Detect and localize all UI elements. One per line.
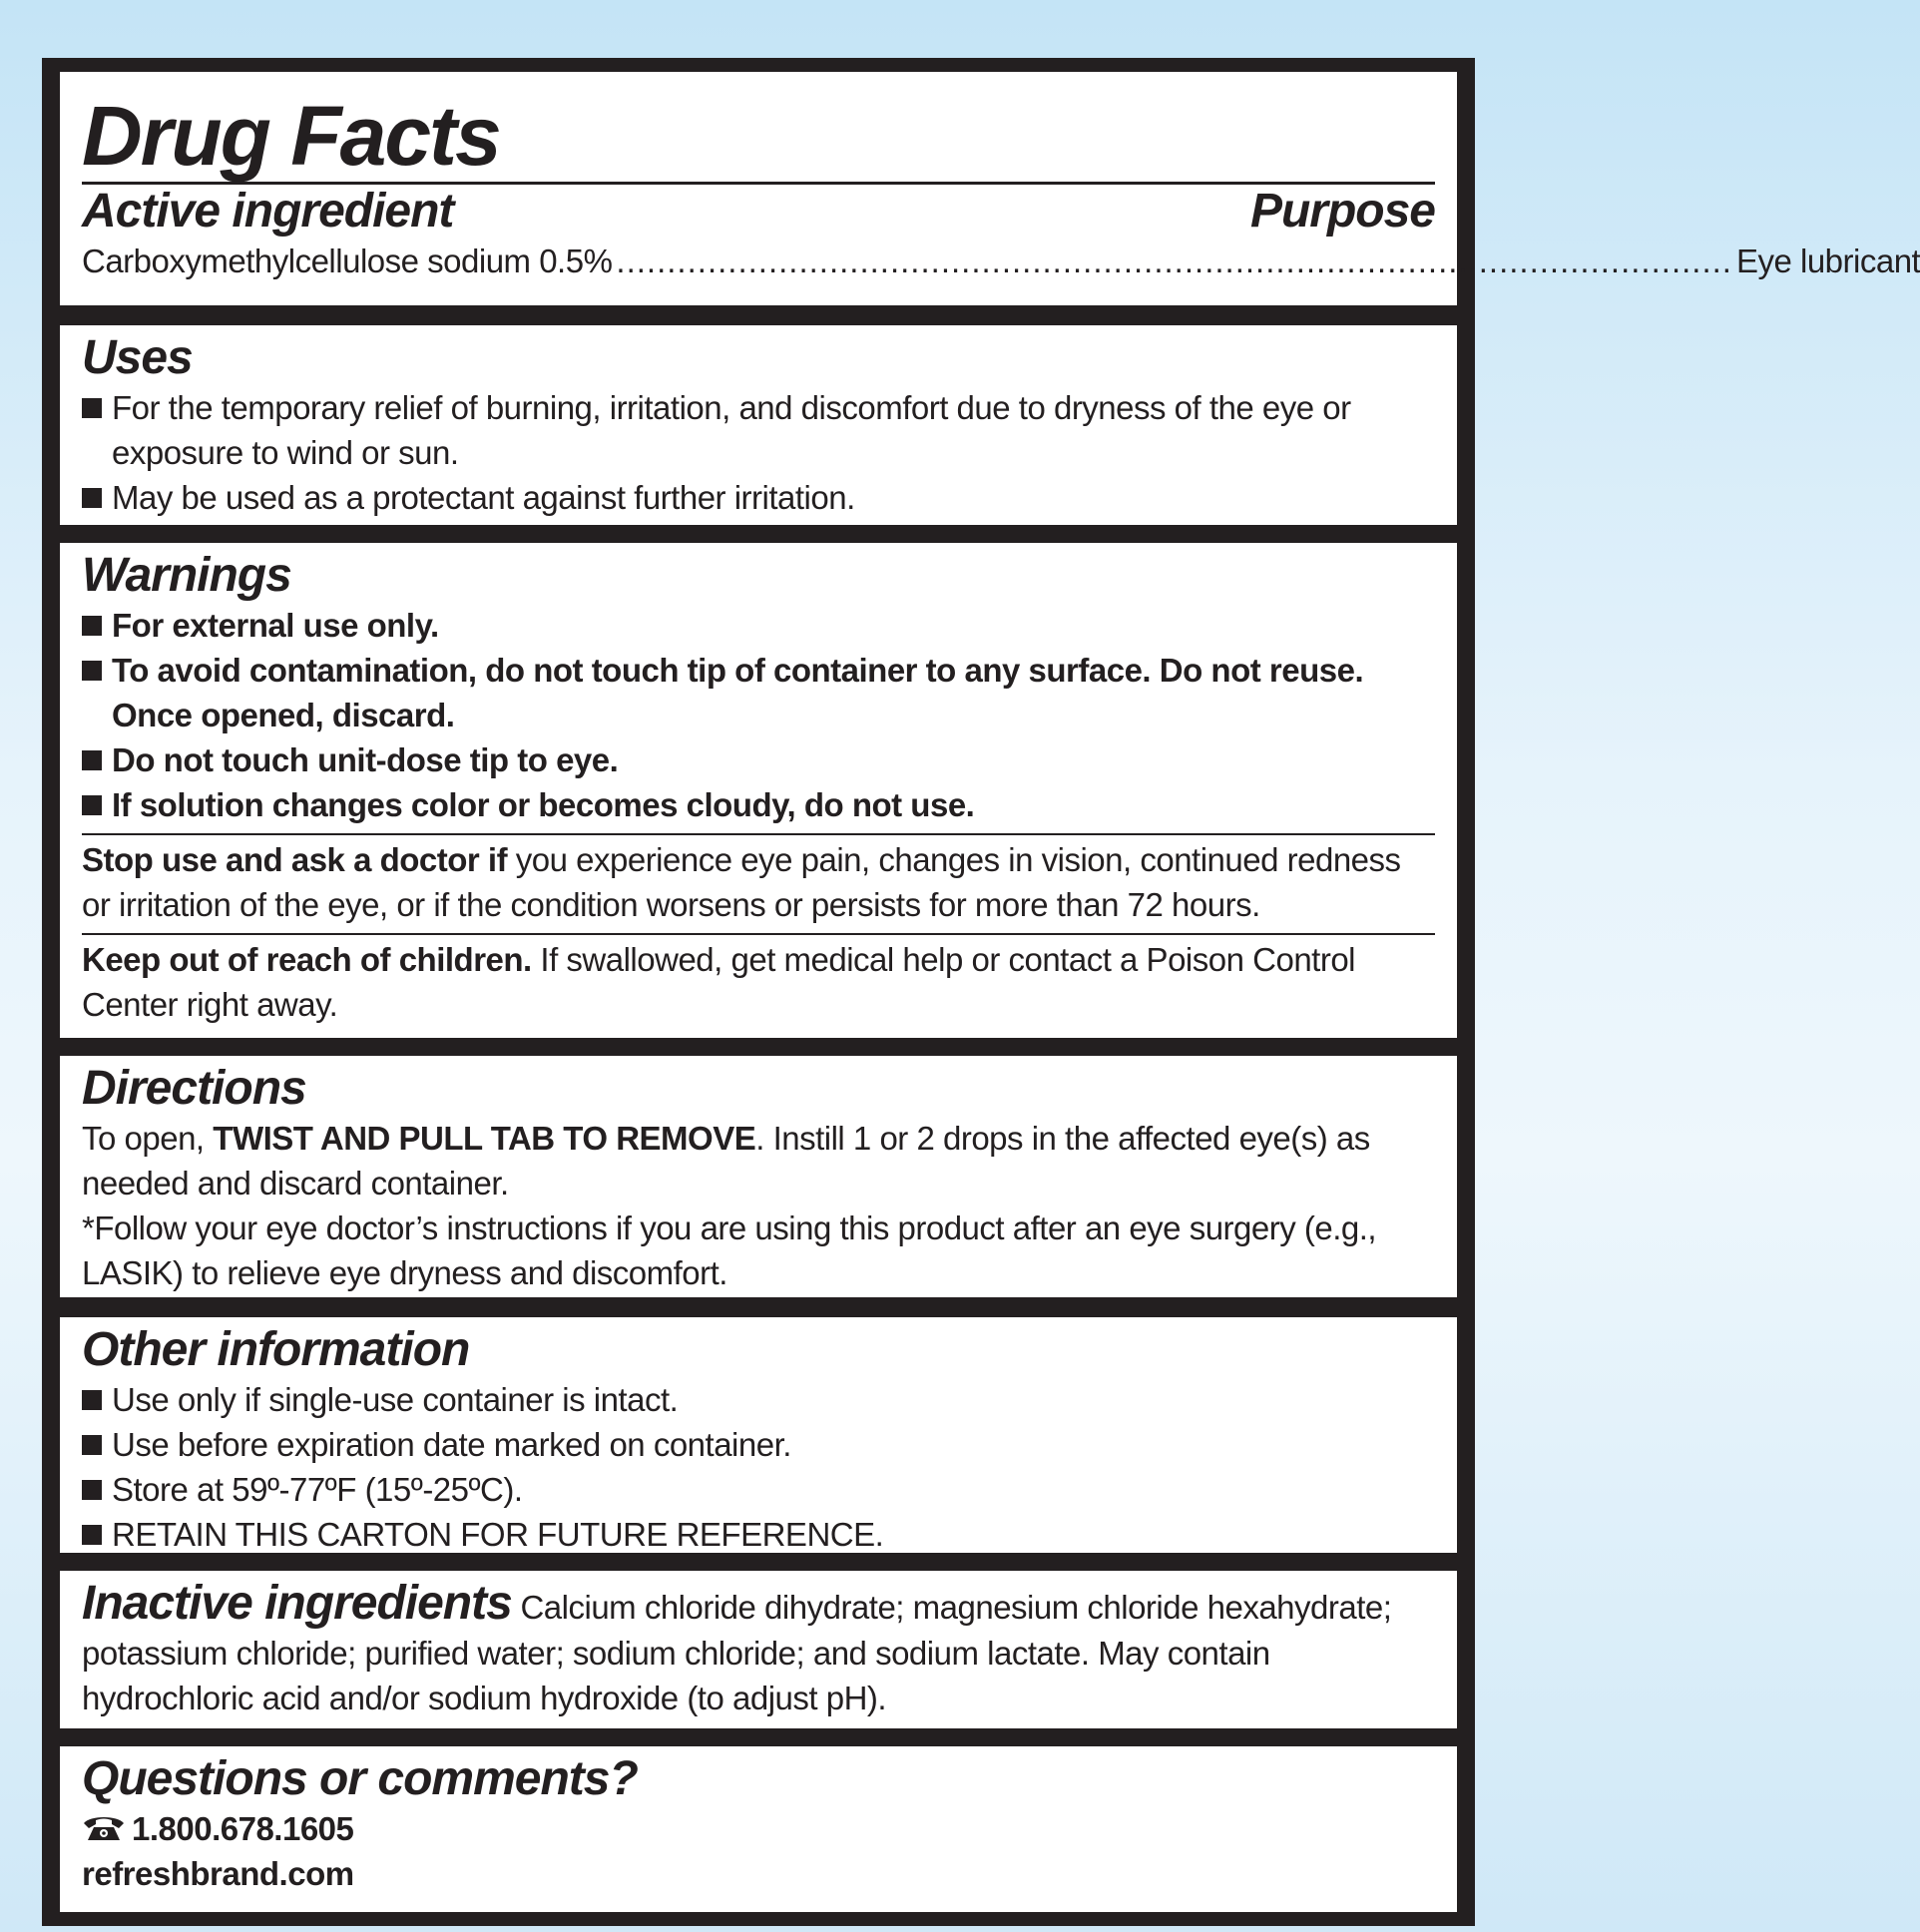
inactive-ingredients-heading: Inactive ingredients — [82, 1577, 512, 1630]
drug-facts-panel — [42, 58, 1920, 1926]
stop-use-paragraph — [82, 837, 1435, 927]
list-item: Store at 59º-77ºF (15º-25ºC). — [82, 1467, 1435, 1512]
active-ingredient-box — [60, 72, 1920, 305]
directions-paragraph-2: *Follow your eye doctor’s instructions if you are using this product after an eye surgery (e.g., LASIK) to relieve eye dryness and discomfort. — [82, 1209, 1377, 1291]
uses-heading: Uses — [82, 331, 193, 384]
other-information-heading: Other information — [82, 1323, 470, 1376]
list-item: Use only if single-use container is intact. — [82, 1377, 1435, 1422]
telephone-icon — [82, 1814, 126, 1844]
leader-dots: .............................................................................................................. — [616, 242, 1732, 279]
active-ingredient-purpose: Eye lubricant — [1735, 242, 1920, 279]
list-item: If solution changes color or becomes cloudy, do not use. — [82, 782, 1435, 827]
active-ingredient-heading: Active ingredient — [82, 185, 454, 238]
directions-text-a: To open, — [82, 1120, 214, 1157]
keep-out-rule — [82, 933, 1435, 935]
other-information-box — [60, 1317, 1457, 1553]
directions-paragraph-1 — [82, 1116, 1435, 1206]
phone-line[interactable] — [82, 1806, 1435, 1851]
list-item: Use before expiration date marked on container. — [82, 1422, 1435, 1467]
inactive-ingredients-box — [60, 1571, 1457, 1728]
list-item: For the temporary relief of burning, irritation, and discomfort due to dryness of the eye or exposure to wind or sun. — [82, 385, 1435, 475]
inactive-ingredients-text: Calcium chloride dihydrate; magnesium chloride hexahydrate; potassium chloride; purified water; sodium chloride; and sodium lactate. May contain hydrochloric acid and/or sodium hydroxide (to adjust pH). — [82, 1589, 1392, 1716]
directions-heading: Directions — [82, 1062, 306, 1115]
warnings-heading: Warnings — [82, 549, 291, 602]
website-link[interactable]: refreshbrand.com — [82, 1855, 354, 1892]
stop-use-label: Stop use and ask a doctor if — [82, 841, 508, 878]
questions-box — [60, 1746, 1457, 1912]
directions-box — [60, 1056, 1457, 1297]
page-title: Drug Facts — [82, 89, 500, 183]
stop-use-text: you experience eye pain, changes in vision, continued redness or irritation of the eye, or if the condition worsens or persists for more than 72 hours. — [82, 841, 1401, 923]
list-item: May be used as a protectant against further irritation. — [82, 475, 1435, 520]
questions-heading: Questions or comments? — [82, 1752, 638, 1805]
active-heading-row — [82, 185, 1435, 239]
purpose-heading: Purpose — [1249, 185, 1435, 238]
phone-number[interactable]: 1.800.678.1605 — [132, 1810, 354, 1847]
list-item: For external use only. — [82, 603, 1435, 648]
directions-open-instruction: TWIST AND PULL TAB TO REMOVE — [213, 1120, 756, 1157]
list-item: Do not touch unit-dose tip to eye. — [82, 737, 1435, 782]
warnings-list — [82, 603, 1435, 827]
uses-box — [60, 325, 1457, 525]
active-ingredient-name: Carboxymethylcellulose sodium 0.5% — [82, 242, 613, 279]
list-item: RETAIN THIS CARTON FOR FUTURE REFERENCE. — [82, 1512, 1435, 1557]
directions-text-b: . Instill 1 or 2 drops in the affected eye(s) as needed and discard container. — [82, 1120, 1370, 1202]
keep-out-label: Keep out of reach of children. — [82, 941, 532, 978]
other-information-list — [82, 1377, 1435, 1557]
uses-list — [82, 385, 1435, 520]
inactive-ingredients-paragraph — [82, 1577, 1435, 1720]
warnings-box — [60, 543, 1457, 1038]
active-ingredient-line — [82, 239, 1920, 283]
stop-use-rule — [82, 833, 1435, 835]
keep-out-paragraph — [82, 937, 1435, 1027]
list-item: To avoid contamination, do not touch tip of container to any surface. Do not reuse. Once opened, discard. — [82, 648, 1435, 737]
keep-out-text: If swallowed, get medical help or contact a Poison Control Center right away. — [82, 941, 1356, 1023]
